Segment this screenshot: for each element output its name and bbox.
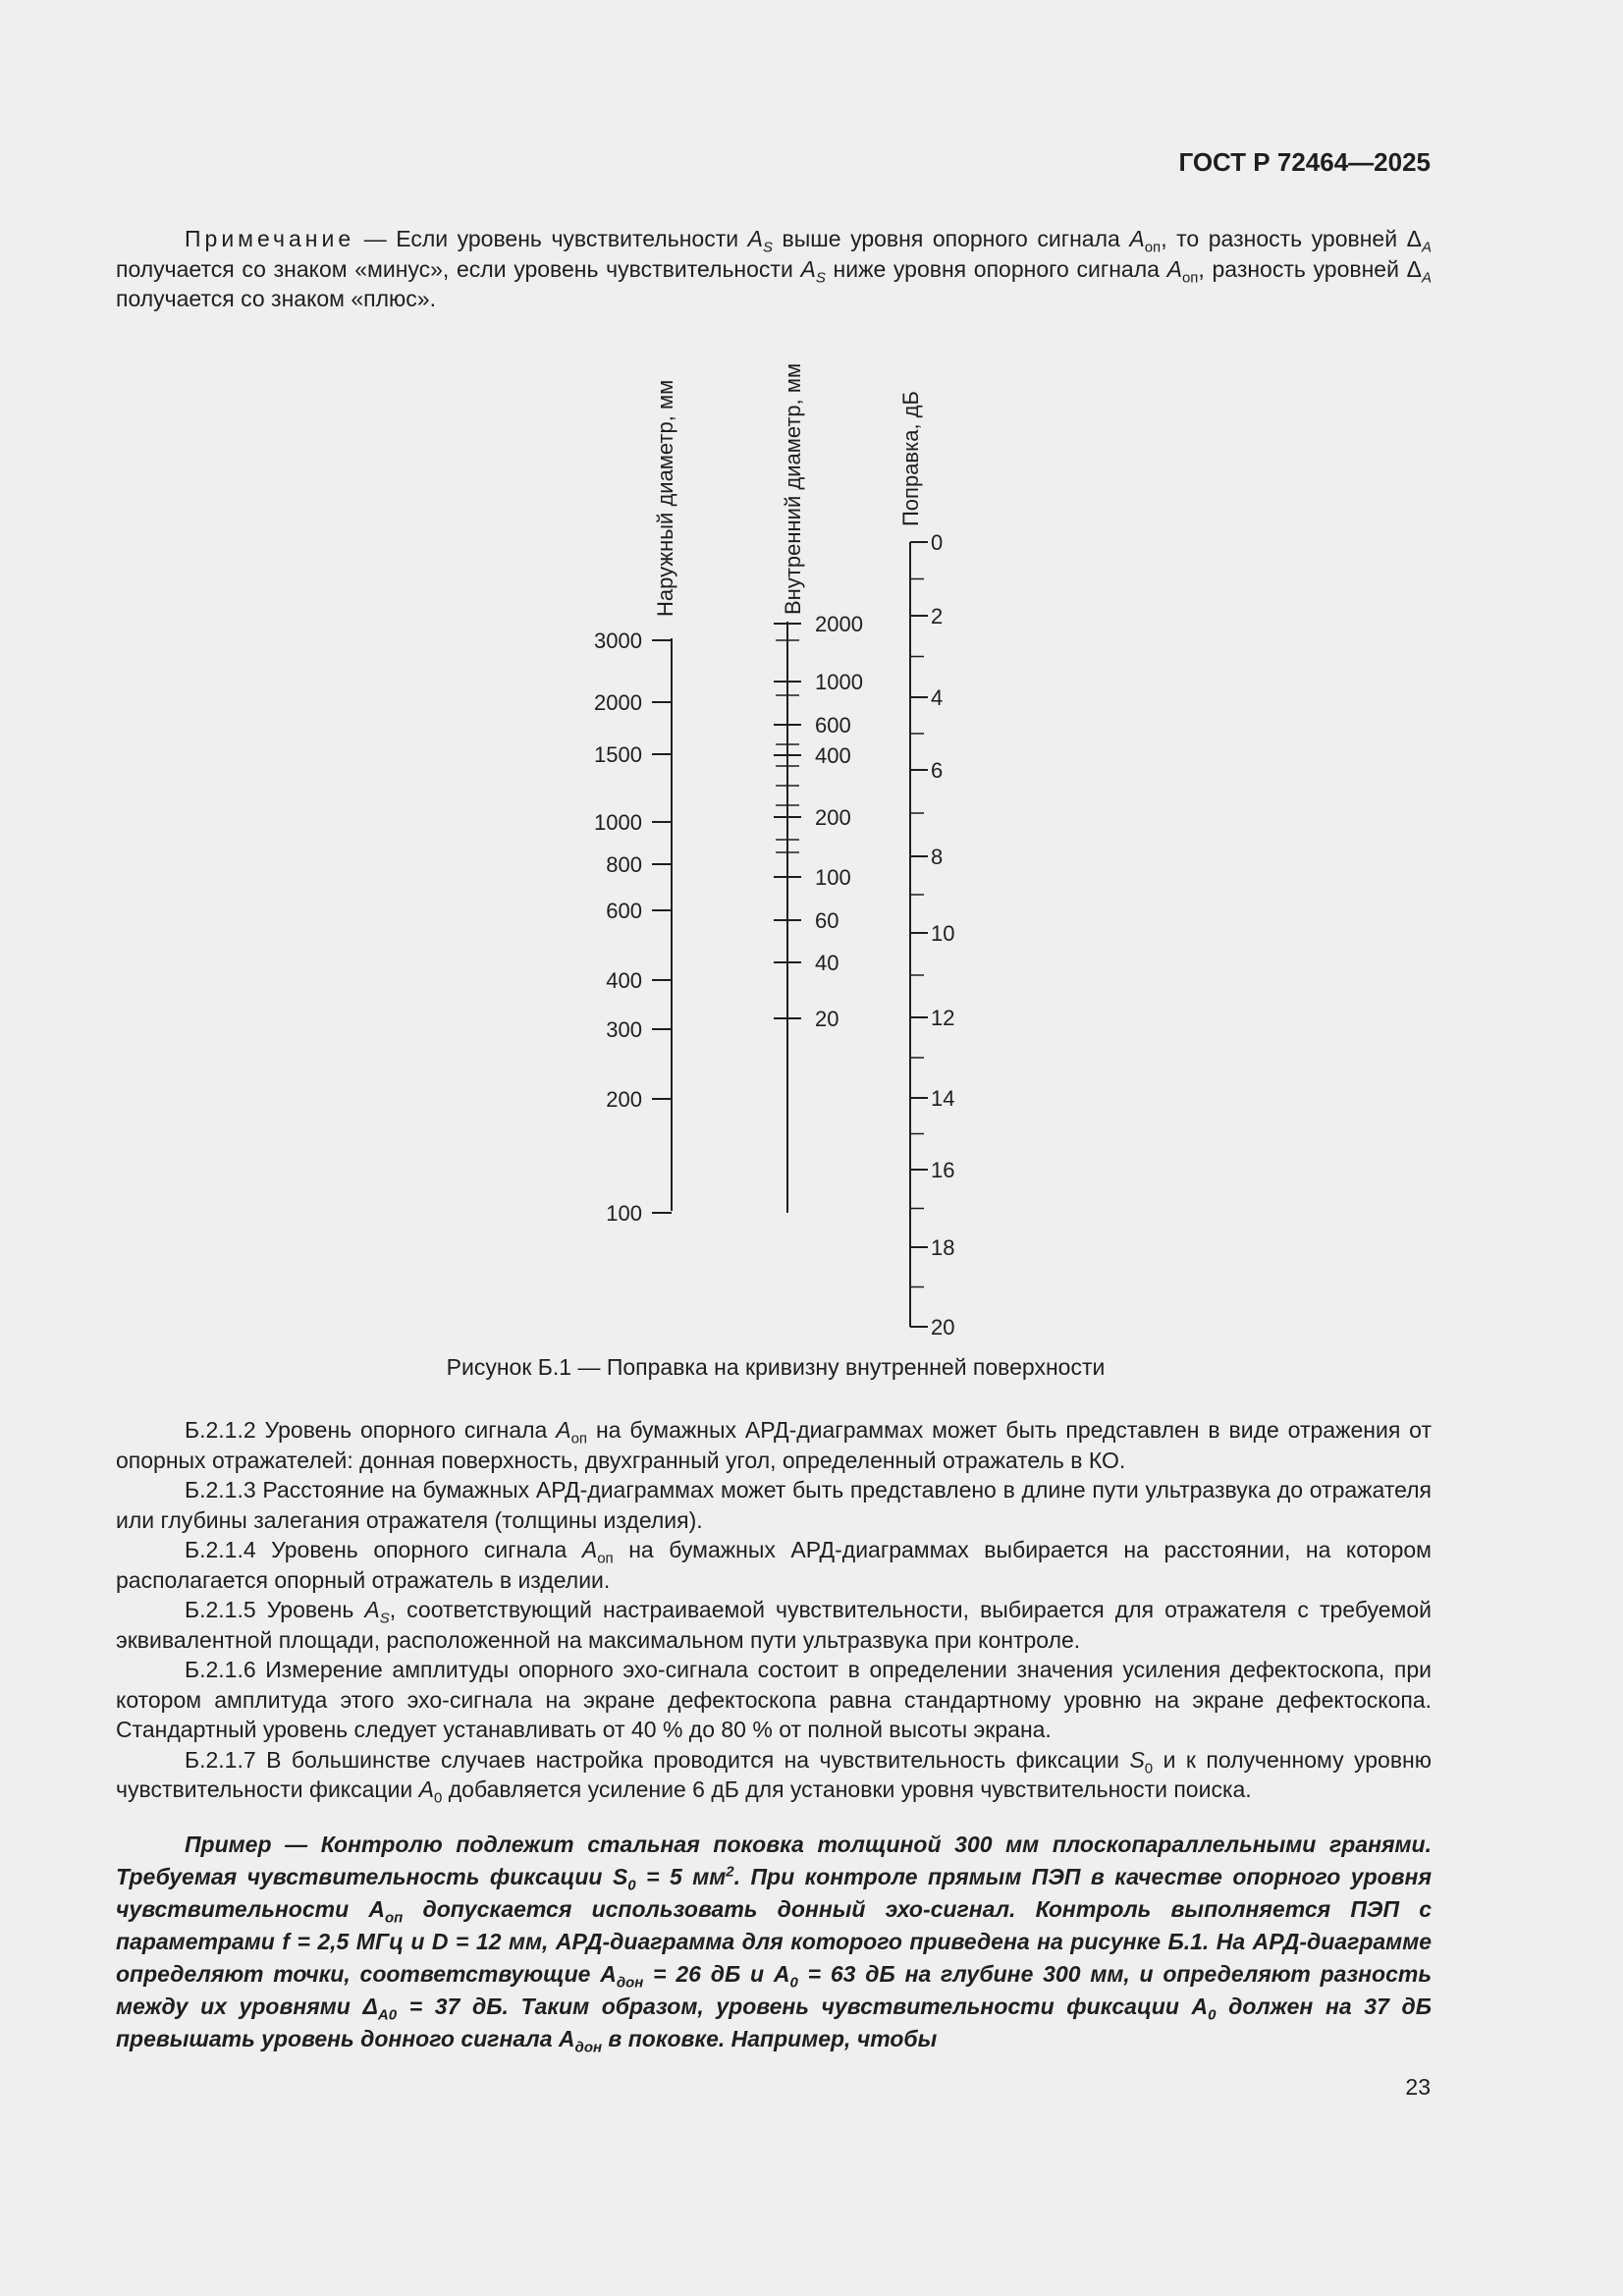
tick-label-outer-100: 100 xyxy=(606,1201,642,1226)
tick-label-corr-0: 0 xyxy=(931,530,944,555)
tick-label-outer-800: 800 xyxy=(606,852,642,877)
tick-label-corr-6: 6 xyxy=(931,758,944,783)
note-lead: Примечание xyxy=(185,226,355,251)
axis-correction xyxy=(898,391,954,1339)
paragraph-b-2-1-7: Б.2.1.7 В большинстве случаев настройка проводится на чувствительность фиксации $S_0$ и к полученному уровню чувствительности фиксации $A_0$ добавляется усиление 6 дБ для установки уровня чувствительности поиска. xyxy=(116,1746,1433,1807)
tick-label-inner-200: 200 xyxy=(815,805,851,830)
paragraph-b-2-1-6: Б.2.1.6 Измерение амплитуды опорного эхо-сигнала состоит в определении значения усиления дефектоскопа, при котором амплитуда этого эхо-сигнала на экране дефектоскопа равна стандартному уровню на экране дефектоскопа. Стандартный уровень следует устанавливать от 40 % до 80 % от полной высоты экрана. xyxy=(116,1657,1432,1742)
tick-label-outer-400: 400 xyxy=(606,968,642,993)
note-body: — Если уровень чувствительности $A_S$ выше уровня опорного сигнала $A_{оп}$, то разность уровней $\Delta_A$ получается со знаком «минус», если уровень чувствительности $A_S$ ниже уровня опорного сигнала $A_{оп}$, разность уровней $\Delta_A$ получается со знаком «плюс». xyxy=(116,226,1432,311)
paragraph-b-2-1-5: Б.2.1.5 Уровень $A_S$, соответствующий настраиваемой чувствительности, выбирается для отражателя с требуемой эквивалентной площади, расположенной на максимальном пути ультразвука при контроле. xyxy=(116,1597,1432,1653)
tick-label-corr-2: 2 xyxy=(931,604,944,629)
tick-label-outer-600: 600 xyxy=(606,899,642,923)
tick-label-outer-2000: 2000 xyxy=(594,690,642,715)
tick-label-inner-60: 60 xyxy=(815,908,839,933)
body-text xyxy=(116,1415,1432,1805)
tick-label-inner-400: 400 xyxy=(815,743,851,768)
tick-label-corr-10: 10 xyxy=(931,921,955,946)
tick-label-corr-14: 14 xyxy=(931,1086,955,1111)
page-header: ГОСТ Р 72464—2025 xyxy=(1178,147,1431,177)
tick-label-outer-200: 200 xyxy=(606,1087,642,1112)
tick-label-corr-16: 16 xyxy=(931,1158,955,1182)
tick-label-inner-20: 20 xyxy=(815,1007,839,1031)
tick-label-inner-100: 100 xyxy=(815,865,851,890)
tick-label-outer-1000: 1000 xyxy=(594,810,642,835)
tick-label-outer-3000: 3000 xyxy=(594,629,642,653)
tick-label-outer-300: 300 xyxy=(606,1017,642,1042)
tick-label-inner-2000: 2000 xyxy=(815,612,863,636)
axis-label-inner: Внутренний диаметр, мм xyxy=(781,362,805,615)
axis-label-corr: Поправка, дБ xyxy=(898,391,923,526)
axis-label-outer: Наружный диаметр, мм xyxy=(653,379,677,617)
tick-label-corr-12: 12 xyxy=(931,1006,955,1030)
tick-label-corr-4: 4 xyxy=(931,685,944,710)
paragraph-b-2-1-2: Б.2.1.2 Уровень опорного сигнала $A_{оп}$ на бумажных АРД-диаграммах может быть представлен в виде отражения от опорных отражателей: донная поверхность, двухгранный угол, определенный отражатель в КО. xyxy=(116,1417,1432,1473)
tick-label-corr-18: 18 xyxy=(931,1235,955,1260)
tick-label-inner-1000: 1000 xyxy=(815,670,863,694)
example-text: Пример — Контролю подлежит стальная поковка толщиной 300 мм плоскопараллельными гранями. Требуемая чувствительность фиксации $S_0 = 5$ $мм^2$. При контроле прямым ПЭП в качестве опорного уровня чувствительности $A_{оп}$ допускается использовать донный эхо-сигнал. Контроль выполняется ПЭП с параметрами f = 2,5 МГц и D = 12 мм, АРД-диаграмма для которого приведена на рисунке Б.1. На АРД-диаграмме определяют точки, соответствующие $A_{дон} = 26$ дБ и $A_0 = 63$ дБ на глубине 300 мм, и определяют разность между их уровнями $\Delta_{A0} = 37$ дБ. Таким образом, уровень чувствительности фиксации $A_0$ должен на 37 дБ превышать уровень донного сигнала $A_{дон}$ в поковке. Например, чтобы xyxy=(116,1831,1432,2056)
tick-label-outer-1500: 1500 xyxy=(594,742,642,767)
tick-label-corr-20: 20 xyxy=(931,1315,955,1339)
axis-outer-diameter xyxy=(594,380,677,1226)
tick-label-inner-600: 600 xyxy=(815,713,851,738)
paragraph-b-2-1-4: Б.2.1.4 Уровень опорного сигнала $A_{оп}$ на бумажных АРД-диаграммах выбирается на расстоянии, на котором располагается опорный отражатель в изделии. xyxy=(116,1537,1432,1593)
tick-label-corr-8: 8 xyxy=(931,845,944,869)
example-block xyxy=(116,1829,1432,2055)
figure-caption: Рисунок Б.1 — Поправка на кривизну внутренней поверхности xyxy=(446,1354,1106,1380)
paragraph-b-2-1-3: Б.2.1.3 Расстояние на бумажных АРД-диаграммах может быть представлено в длине пути ультразвука до отражателя или глубины залегания отражателя (толщины изделия). xyxy=(116,1477,1432,1533)
page-number: 23 xyxy=(1405,2074,1431,2100)
tick-label-inner-40: 40 xyxy=(815,951,839,975)
axis-inner-diameter xyxy=(774,363,863,1213)
